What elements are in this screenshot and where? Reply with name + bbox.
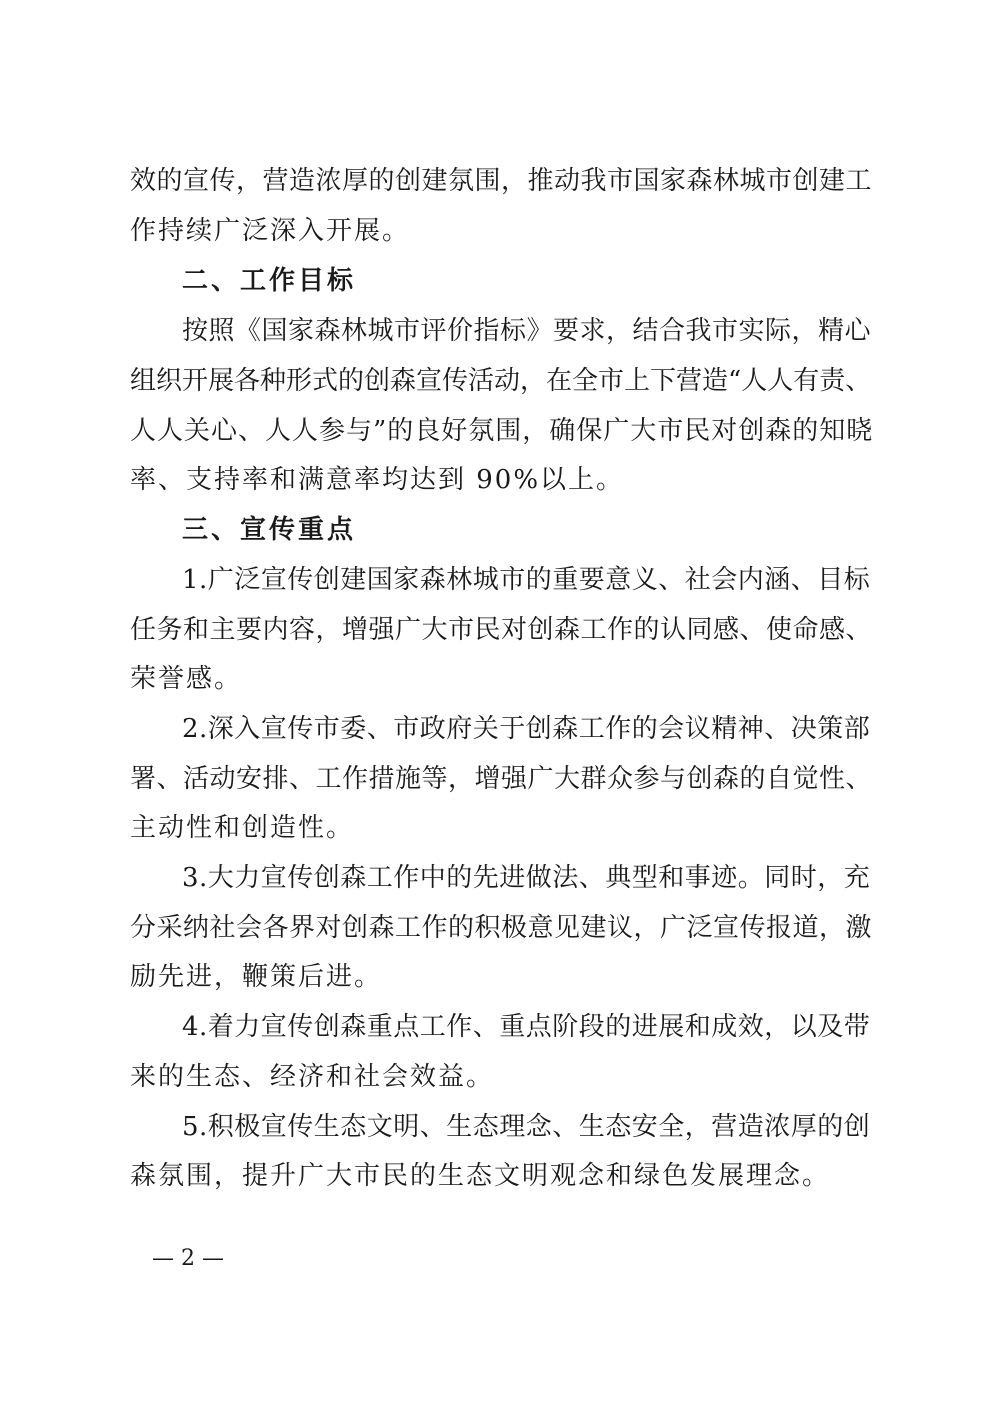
paragraph-line: 效的宣传，营造浓厚的创建氛围，推动我市国家森林城市创建工 [130,166,873,196]
paragraph-line: 荣誉感。 [130,664,243,694]
paragraph-line: 2.深入宣传市委、市政府关于创森工作的会议精神、决策部 [182,714,871,744]
paragraph-line: 组织开展各种形式的创森宣传活动，在全市上下营造“人人有责、 [130,366,872,396]
paragraph-line: 按照《国家森林城市评价指标》要求，结合我市实际，精心 [182,316,872,346]
section-heading-focus: 三、宣传重点 [182,515,357,545]
paragraph-line: 任务和主要内容，增强广大市民对创森工作的认同感、使命感、 [130,615,873,645]
page-number: — 2 — [152,1246,224,1271]
paragraph-line: 人人关心、人人参与”的良好氛围，确保广大市民对创森的知晓 [130,416,874,446]
paragraph-line: 3.大力宣传创森工作中的先进做法、典型和事迹。同时，充 [182,863,871,893]
paragraph-line: 率、支持率和满意率均达到 90%以上。 [130,465,625,495]
paragraph-line: 4.着力宣传创森重点工作、重点阶段的进展和成效，以及带 [182,1012,871,1042]
paragraph-line: 5.积极宣传生态文明、生态理念、生态安全，营造浓厚的创 [182,1112,871,1142]
paragraph-line: 作持续广泛深入开展。 [130,216,411,246]
paragraph-line: 森氛围，提升广大市民的生态文明观念和绿色发展理念。 [130,1161,831,1191]
paragraph-line: 1.广泛宣传创建国家森林城市的重要意义、社会内涵、目标 [182,565,871,595]
paragraph-line: 主动性和创造性。 [130,813,355,843]
paragraph-line: 来的生态、经济和社会效益。 [130,1062,495,1092]
section-heading-goals: 二、工作目标 [182,266,357,296]
paragraph-line: 励先进，鞭策后进。 [130,962,383,992]
paragraph-line: 署、活动安排、工作措施等，增强广大群众参与创森的自觉性、 [130,764,873,794]
paragraph-line: 分采纳社会各界对创森工作的积极意见建议，广泛宣传报道，激 [130,913,873,943]
